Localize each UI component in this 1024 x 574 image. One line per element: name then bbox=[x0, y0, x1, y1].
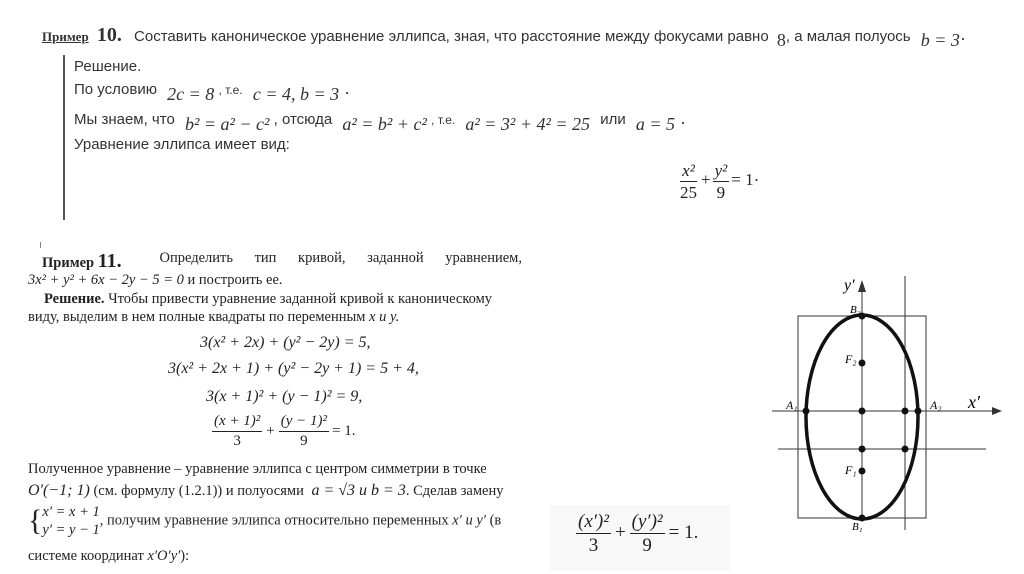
example11-equation-line bbox=[28, 272, 283, 289]
example11-heading bbox=[42, 250, 522, 273]
label-F1: F₁ bbox=[845, 463, 857, 477]
label-A1: A₁ bbox=[786, 398, 798, 412]
example11-statement: Определить тип кривой, заданной уравнением, bbox=[159, 250, 522, 266]
example11-step4-frac2 bbox=[279, 414, 329, 449]
example11-sys2: y′ = y − 1 bbox=[42, 522, 100, 539]
example10-b-value: b = 3 bbox=[920, 30, 960, 50]
example11-final-frac2 bbox=[630, 512, 665, 555]
example10-condition-text: По условию bbox=[74, 81, 157, 98]
example11-system-coord bbox=[28, 548, 189, 565]
example11-final-frac1 bbox=[576, 512, 611, 555]
example11-step2: 3(x² + 2x + 1) + (y² − 2y + 1) = 5 + 4, bbox=[168, 360, 419, 377]
example11-vars: x и y. bbox=[369, 309, 400, 325]
example11-final-den1: 3 bbox=[588, 535, 599, 556]
y-axis-arrow bbox=[858, 280, 866, 292]
point-A1 bbox=[803, 408, 810, 415]
y-axis-label: y′ bbox=[844, 277, 855, 294]
example11-in: (в bbox=[489, 512, 502, 529]
example11-solution-text1: Чтобы привести уравнение заданной кривой к каноническому bbox=[108, 291, 493, 307]
example11-axes: a = √3 и b = 3 bbox=[311, 482, 406, 499]
example10-frac-y-den: 9 bbox=[716, 183, 726, 202]
example11-step3: 3(x + 1)² + (y − 1)² = 9, bbox=[206, 388, 363, 405]
point-center bbox=[859, 408, 866, 415]
example11-subst: . Сделав замену bbox=[405, 483, 504, 499]
example10-final-equation: $\frac{\text{x²}}{25}$ + $\frac{\text{y²}}{9}$ = 1· bbox=[680, 161, 760, 202]
example10-frac-x-den: 25 bbox=[680, 183, 697, 202]
example10-heading: Пример 10. Составить каноническое уравнение эллипса, зная, что расстояние между фокусами равно 8, а малая полуось b = 3· bbox=[42, 24, 966, 50]
example11-close: ): bbox=[180, 548, 190, 564]
example11-step4-num1: (x + 1)² bbox=[212, 414, 262, 432]
example11-step4-num2: (y − 1)² bbox=[279, 414, 329, 432]
example11-result1: Полученное уравнение – уравнение эллипса с центром симметрии в точке bbox=[28, 461, 487, 477]
point-F2 bbox=[859, 360, 866, 367]
example11-final-rhs: = 1. bbox=[668, 521, 699, 543]
example10-frac-y-num: y² bbox=[714, 161, 728, 180]
point-y-intersect bbox=[859, 446, 866, 453]
example10-statement: Составить каноническое уравнение эллипса, зная, что расстояние между фокусами равно bbox=[134, 28, 769, 45]
example10-know-line: Мы знаем, что b² = a² − c² , отсюда a² = b² + c² , т.е. a² = 3² + 4² = 25 или a = 5 · bbox=[74, 111, 687, 134]
ellipse-figure bbox=[760, 268, 1020, 574]
example11-step4-den2: 9 bbox=[300, 433, 308, 449]
example11-solution-line2 bbox=[28, 309, 399, 326]
example10-frac-y bbox=[713, 162, 730, 201]
example10-frac-x bbox=[678, 162, 699, 201]
example11-tick bbox=[40, 242, 41, 248]
example10-condition-expr: 2c = 8 bbox=[167, 84, 215, 104]
example10-cb-expr: c = 4, b = 3 bbox=[252, 84, 340, 104]
point-x-intersect bbox=[902, 408, 909, 415]
example11-label: Пример bbox=[42, 255, 95, 271]
example10-solution-label: Решение. bbox=[74, 58, 142, 75]
example11-final-num2: (y′)² bbox=[631, 511, 663, 532]
label-A2: A₂ bbox=[930, 398, 942, 412]
example11-ref: (см. формулу (1.2.1)) и полуосями bbox=[93, 483, 304, 499]
example11-result2 bbox=[28, 482, 504, 500]
x-axis-label: x′ bbox=[968, 392, 980, 412]
example11-step4-den1: 3 bbox=[233, 433, 241, 449]
point-F1 bbox=[859, 468, 866, 475]
example10-a2-calc: a² = 3² + 4² = 25 bbox=[465, 114, 591, 134]
example10-statement-tail: , а малая полуось bbox=[785, 28, 911, 45]
example11-solution-label: Решение. bbox=[44, 291, 105, 307]
example10-a2-expr: a² = b² + c² bbox=[342, 114, 427, 134]
point-A2 bbox=[915, 408, 922, 415]
example10-or: или bbox=[600, 111, 626, 128]
example10-a-expr: a = 5 bbox=[635, 114, 676, 134]
example10-te2: , т.е. bbox=[431, 113, 456, 127]
example11-equation: 3x² + y² + 6x − 2y − 5 = 0 bbox=[28, 272, 184, 288]
example11-solution-line bbox=[44, 291, 492, 308]
example11-final-num1: (x′)² bbox=[578, 511, 609, 532]
example11-final-equation: $\frac{\text{(x′)²}}{3}$ + $\frac{\text{(y′)²}}{9}$ = 1. bbox=[578, 511, 699, 556]
example10-know-text: Мы знаем, что bbox=[74, 111, 175, 128]
x-axis-arrow bbox=[992, 407, 1002, 415]
example10-focal: 8 bbox=[776, 30, 786, 50]
example11-step4-frac1 bbox=[212, 414, 262, 449]
example10-condition-line: По условию 2c = 8 , т.е. c = 4, b = 3 · bbox=[74, 81, 351, 104]
label-B1: B₁ bbox=[852, 521, 863, 533]
example10-te: , т.е. bbox=[218, 83, 243, 97]
example10-number: 10. bbox=[96, 24, 122, 46]
example11-vars2: x′ и y′ bbox=[452, 512, 486, 529]
example11-system: системе координат bbox=[28, 548, 144, 564]
label-B2: B₂ bbox=[850, 304, 861, 316]
example10-final-rhs: = 1 bbox=[731, 170, 754, 190]
example10-hence: , отсюда bbox=[273, 111, 333, 128]
example11-sys1: x′ = x + 1 bbox=[42, 504, 100, 520]
example11-coord: x′O′y′ bbox=[147, 548, 181, 564]
example11-step1: 3(x² + 2x) + (y² − 2y) = 5, bbox=[200, 334, 371, 351]
example11-center: O′(−1; 1) bbox=[28, 482, 90, 499]
example10-left-rule bbox=[63, 55, 65, 220]
label-F2: F₂ bbox=[845, 352, 857, 366]
example11-final-den2: 9 bbox=[642, 535, 652, 556]
point-origin bbox=[902, 446, 909, 453]
example11-step4: $\frac{\text{(x + 1)²}}{3}$ + $\frac{\text{(y − 1)²}}{9}$ = 1. bbox=[214, 413, 356, 449]
example10-eq-form: Уравнение эллипса имеет вид: bbox=[74, 136, 290, 153]
example11-get: , получим уравнение эллипса относительно переменных bbox=[99, 512, 449, 529]
example11-build: и построить ее. bbox=[187, 272, 283, 288]
example11-number: 11. bbox=[97, 250, 122, 272]
example11-system-line: { x′ = x + 1 y′ = y − 1 , получим уравнение эллипса относительно переменных x′ и y′ (в bbox=[28, 504, 502, 539]
example10-know-expr: b² = a² − c² bbox=[184, 114, 270, 134]
example10-label: Пример bbox=[42, 29, 89, 44]
example11-solution-text2: виду, выделим в нем полные квадраты по переменным bbox=[28, 309, 366, 325]
example10-frac-x-num: x² bbox=[682, 161, 695, 180]
example11-step4-rhs: = 1. bbox=[332, 422, 356, 439]
